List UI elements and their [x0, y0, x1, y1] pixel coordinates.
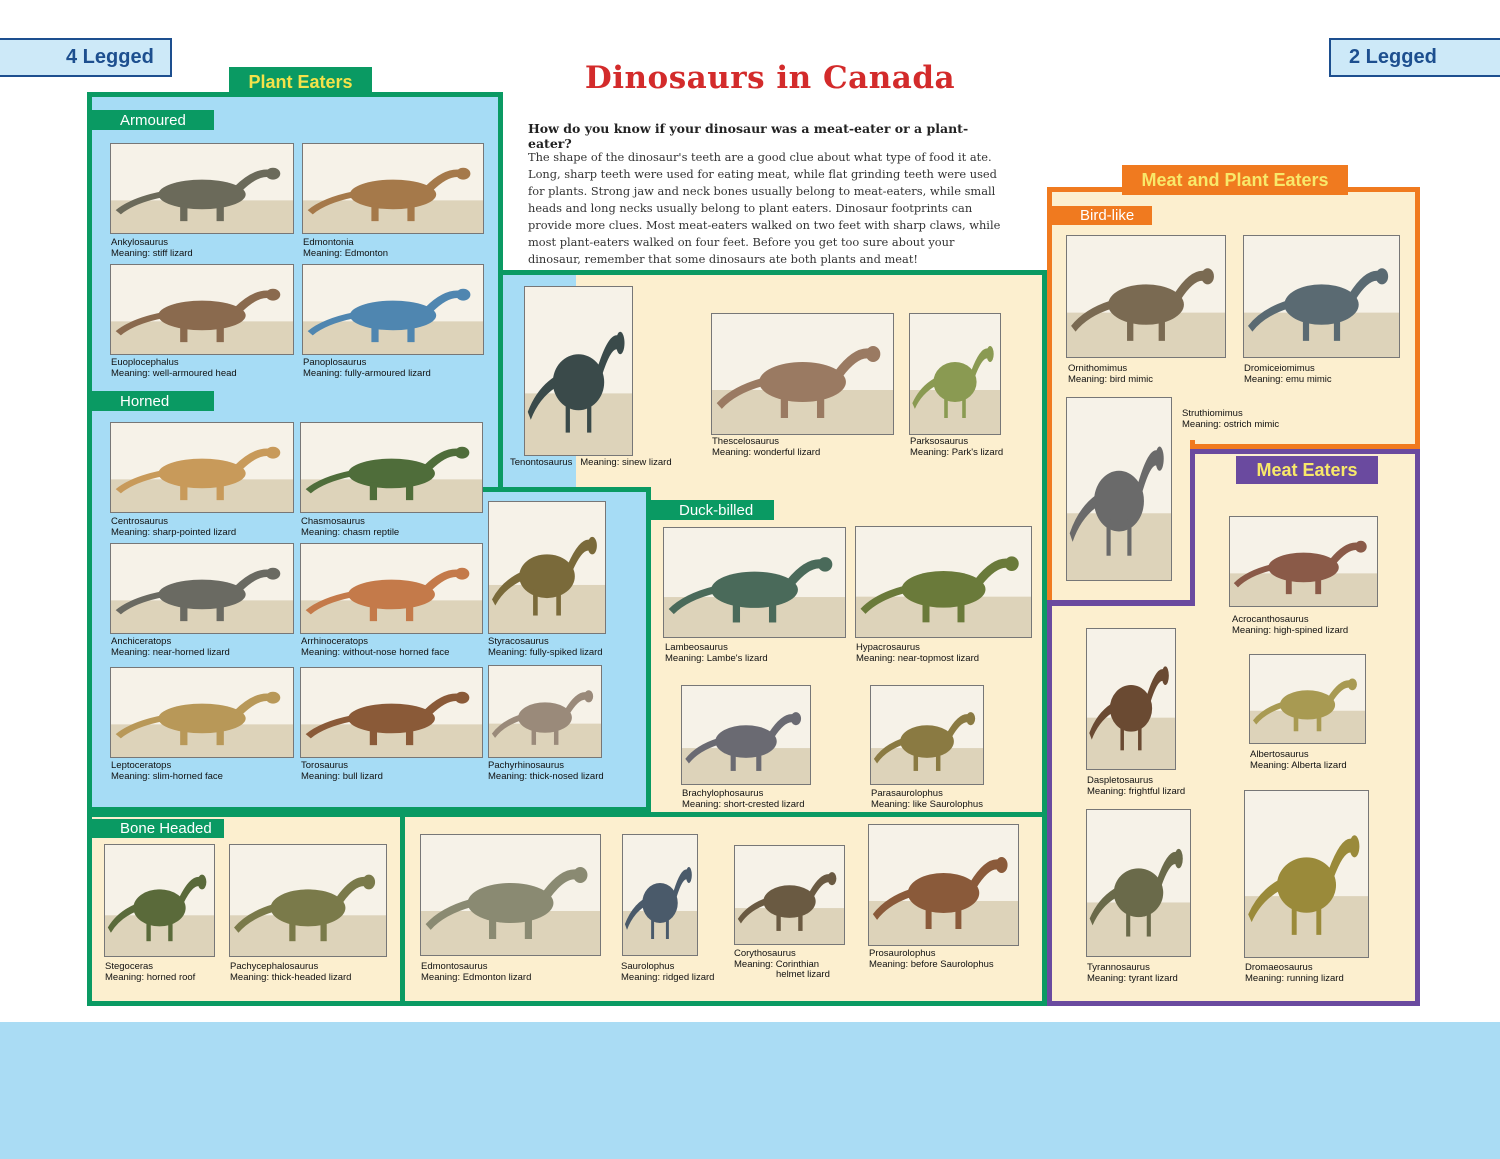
intro-question: How do you know if your dinosaur was a meat-eater or a plant-eater?: [528, 121, 969, 151]
dino-meaning: Meaning: ostrich mimic: [1182, 418, 1280, 430]
dino-meaning: Meaning: Park's lizard: [910, 446, 1004, 458]
pic-chasmosaurus: [300, 422, 483, 513]
dino-illustration: [856, 527, 1031, 637]
caption-arrhinoceratops: [301, 637, 486, 658]
dino-illustration: [869, 825, 1018, 945]
caption-anchiceratops: [111, 637, 296, 658]
pic-lambeosaurus: [663, 527, 846, 638]
dino-illustration: [682, 686, 810, 784]
dino-meaning: Meaning: running lizard: [1245, 972, 1344, 984]
pic-acrocanthosaurus: [1229, 516, 1378, 607]
dino-illustration: [111, 544, 293, 633]
dino-meaning: Meaning: thick-nosed lizard: [488, 770, 604, 782]
pic-dromiceiomimus: [1243, 235, 1400, 358]
pic-ankylosaurus: [110, 143, 294, 234]
dino-name: Torosaurus: [301, 760, 348, 771]
caption-tyrannosaurus: [1087, 963, 1237, 984]
dino-meaning: Meaning: wonderful lizard: [712, 446, 821, 458]
dino-name: Albertosaurus: [1250, 749, 1309, 760]
dino-meaning: Meaning: thick-headed lizard: [230, 971, 352, 983]
duck-billed-label: Duck-billed: [679, 501, 754, 519]
dino-illustration: [1087, 810, 1190, 956]
pic-pachyrhinosaurus: [488, 665, 602, 758]
dino-meaning: Meaning: without-nose horned face: [301, 646, 450, 658]
dino-illustration: [301, 423, 482, 512]
dino-name: Arrhinoceratops: [301, 636, 369, 647]
dino-illustration: [1087, 629, 1175, 769]
caption-albertosaurus: [1250, 750, 1400, 771]
bottom-band: [0, 1022, 1500, 1159]
dino-illustration: [871, 686, 983, 784]
dino-name: Leptoceratops: [111, 760, 172, 771]
dino-meaning: Meaning: short-crested lizard: [682, 798, 805, 810]
dino-name: Saurolophus: [621, 961, 675, 972]
pic-parksosaurus: [909, 313, 1001, 435]
dino-name: Dromiceiomimus: [1244, 363, 1315, 374]
dino-name: Parksosaurus: [910, 436, 969, 447]
page-title: Dinosaurs in Canada: [584, 60, 956, 96]
pic-anchiceratops: [110, 543, 294, 634]
dino-meaning: Meaning: Edmonton: [303, 247, 389, 259]
two-legged-label: 2 Legged: [1349, 46, 1437, 68]
dino-meaning: Meaning: near-horned lizard: [111, 646, 230, 658]
dino-meaning: Meaning: Corinthian: [734, 958, 820, 970]
dino-meaning: Meaning: well-armoured head: [111, 367, 237, 379]
caption-chasmosaurus: [301, 517, 486, 538]
dino-name: Euoplocephalus: [111, 357, 179, 368]
armoured-label: Armoured: [120, 111, 186, 129]
caption-panoplosaurus: [303, 358, 488, 379]
dino-name: Pachyrhinosaurus: [488, 760, 565, 771]
caption-pachyrhinosaurus: [488, 761, 638, 782]
dino-meaning: Meaning: chasm reptile: [301, 526, 400, 538]
caption-edmontonia: [303, 238, 488, 259]
dino-name: Ankylosaurus: [111, 237, 169, 248]
dino-meaning: Meaning: horned roof: [105, 971, 196, 983]
caption-struthiomimus: [1182, 409, 1352, 430]
dino-name: Corythosaurus: [734, 948, 796, 959]
dino-name: Stegoceras: [105, 961, 154, 972]
dino-name: Daspletosaurus: [1087, 775, 1154, 786]
pic-tenontosaurus: [524, 286, 633, 456]
pic-pachycephalosaurus: [229, 844, 387, 957]
caption-euoplocephalus: [111, 358, 296, 379]
dino-illustration: [301, 544, 482, 633]
dino-meaning: Meaning: frightful lizard: [1087, 785, 1186, 797]
dino-illustration: [1230, 517, 1377, 606]
caption-daspletosaurus: [1087, 776, 1237, 797]
dino-illustration: [105, 845, 214, 956]
dino-meaning: Meaning: Edmonton lizard: [421, 971, 532, 983]
dino-illustration: [525, 287, 632, 455]
dino-illustration: [111, 423, 293, 512]
caption-pachycephalosaurus: [230, 962, 395, 983]
dino-name: Anchiceratops: [111, 636, 172, 647]
caption-stegoceras: [105, 962, 225, 983]
dino-meaning: Meaning: tyrant lizard: [1087, 972, 1178, 984]
dino-meaning: Meaning: slim-horned face: [111, 770, 223, 782]
pic-euoplocephalus: [110, 264, 294, 355]
pic-corythosaurus: [734, 845, 845, 945]
meat-panel-join: [1052, 600, 1195, 606]
dino-meaning: Meaning: fully-armoured lizard: [303, 367, 431, 379]
bone-headed-tab: [92, 819, 224, 838]
bird-like-label: Bird-like: [1080, 207, 1135, 224]
dino-meaning-continued: helmet lizard: [776, 969, 830, 980]
pic-leptoceratops: [110, 667, 294, 758]
pic-ornithomimus: [1066, 235, 1226, 358]
dino-illustration: [1067, 398, 1171, 580]
caption-ornithomimus: [1068, 364, 1238, 385]
caption-tenontosaurus: [510, 458, 700, 469]
caption-saurolophus: [621, 962, 731, 983]
caption-lambeosaurus: [665, 643, 850, 664]
pic-parasaurolophus: [870, 685, 984, 785]
bone-headed-label: Bone Headed: [120, 820, 212, 837]
caption-brachylophosaurus: [682, 789, 867, 810]
caption-dromaeosaurus: [1245, 963, 1395, 984]
caption-leptoceratops: [111, 761, 296, 782]
dino-name: Tenontosaurus: [510, 457, 573, 468]
pic-centrosaurus: [110, 422, 294, 513]
dino-name: Styracosaurus: [488, 636, 549, 647]
pic-prosaurolophus: [868, 824, 1019, 946]
pic-edmontonia: [302, 143, 484, 234]
dino-meaning: Meaning: fully-spiked lizard: [488, 646, 603, 658]
dino-meaning: Meaning: near-topmost lizard: [856, 652, 980, 664]
dino-illustration: [111, 265, 293, 354]
dino-name: Prosaurolophus: [869, 948, 936, 959]
meat-and-plant-label: Meat and Plant Eaters: [1141, 169, 1329, 190]
dino-name: Thescelosaurus: [712, 436, 780, 447]
caption-thescelosaurus: [712, 437, 897, 458]
meat-eaters-heading: [1236, 456, 1378, 484]
duck-billed-tab: [651, 500, 774, 520]
dino-meaning: Meaning: emu mimic: [1244, 373, 1332, 385]
plant-eaters-label: Plant Eaters: [248, 71, 353, 92]
dino-name: Hypacrosaurus: [856, 642, 920, 653]
caption-edmontosaurus: [421, 962, 606, 983]
dino-name: Ornithomimus: [1068, 363, 1128, 374]
dino-illustration: [230, 845, 386, 956]
dino-illustration: [301, 668, 482, 757]
dino-meaning: Meaning: bull lizard: [301, 770, 383, 782]
pic-edmontosaurus: [420, 834, 601, 956]
dino-illustration: [664, 528, 845, 637]
pic-panoplosaurus: [302, 264, 484, 355]
four-legged-tab: [0, 38, 172, 77]
dino-meaning: Meaning: stiff lizard: [111, 247, 193, 259]
pic-daspletosaurus: [1086, 628, 1176, 770]
dino-meaning: Meaning: Alberta lizard: [1250, 759, 1347, 771]
dino-illustration: [1245, 791, 1368, 957]
dino-meaning: Meaning: like Saurolophus: [871, 798, 983, 810]
dino-name: Struthiomimus: [1182, 408, 1243, 419]
horned-tab: [92, 391, 214, 411]
dino-illustration: [1244, 236, 1399, 357]
dino-name: Tyrannosaurus: [1087, 962, 1150, 973]
dino-name: Acrocanthosaurus: [1232, 614, 1309, 625]
caption-acrocanthosaurus: [1232, 615, 1402, 636]
caption-parksosaurus: [910, 437, 1040, 458]
dino-illustration: [421, 835, 600, 955]
dino-illustration: [303, 265, 483, 354]
dino-meaning: Meaning: Lambe's lizard: [665, 652, 768, 664]
meat-eaters-label: Meat Eaters: [1256, 459, 1358, 480]
dino-meaning: Meaning: before Saurolophus: [869, 958, 994, 970]
caption-corythosaurus: [734, 949, 859, 981]
four-legged-label: 4 Legged: [66, 46, 154, 68]
dino-illustration: [910, 314, 1000, 434]
pic-thescelosaurus: [711, 313, 894, 435]
dino-meaning: Meaning: sinew lizard: [580, 457, 672, 468]
pic-torosaurus: [300, 667, 483, 758]
pic-hypacrosaurus: [855, 526, 1032, 638]
pic-styracosaurus: [488, 501, 606, 634]
caption-dromiceiomimus: [1244, 364, 1404, 385]
bird-like-tab: [1052, 206, 1152, 225]
dino-illustration: [623, 835, 697, 955]
dino-name: Edmontonia: [303, 237, 354, 248]
pic-brachylophosaurus: [681, 685, 811, 785]
dino-name: Edmontosaurus: [421, 961, 488, 972]
meat-and-plant-heading: [1122, 165, 1348, 195]
dino-name: Parasaurolophus: [871, 788, 943, 799]
dino-name: Panoplosaurus: [303, 357, 367, 368]
pic-stegoceras: [104, 844, 215, 957]
pic-struthiomimus: [1066, 397, 1172, 581]
caption-parasaurolophus: [871, 789, 1041, 810]
caption-prosaurolophus: [869, 949, 1044, 970]
armoured-tab: [92, 110, 214, 130]
dino-meaning: Meaning: bird mimic: [1068, 373, 1153, 385]
dino-illustration: [735, 846, 844, 944]
dino-name: Centrosaurus: [111, 516, 169, 527]
dino-name: Chasmosaurus: [301, 516, 365, 527]
dino-name: Dromaeosaurus: [1245, 962, 1313, 973]
pic-dromaeosaurus: [1244, 790, 1369, 958]
caption-torosaurus: [301, 761, 486, 782]
dino-name: Lambeosaurus: [665, 642, 728, 653]
pic-albertosaurus: [1249, 654, 1366, 744]
pic-arrhinoceratops: [300, 543, 483, 634]
dino-illustration: [111, 668, 293, 757]
dino-meaning: Meaning: high-spined lizard: [1232, 624, 1349, 636]
caption-ankylosaurus: [111, 238, 296, 259]
dino-illustration: [303, 144, 483, 233]
pic-saurolophus: [622, 834, 698, 956]
dino-meaning: Meaning: ridged lizard: [621, 971, 715, 983]
dino-illustration: [111, 144, 293, 233]
horned-label: Horned: [120, 392, 170, 410]
dino-name: Pachycephalosaurus: [230, 961, 319, 972]
dino-illustration: [1250, 655, 1365, 743]
two-legged-tab: [1329, 38, 1500, 77]
pic-tyrannosaurus: [1086, 809, 1191, 957]
caption-centrosaurus: [111, 517, 296, 538]
dino-illustration: [1067, 236, 1225, 357]
caption-styracosaurus: [488, 637, 638, 658]
intro-paragraph: The shape of the dinosaur's teeth are a good clue about what type of food it ate. Long, sharp teeth were used for eating meat, while flat grinding teeth were used for plants. Strong jaw and neck bones usually belong to meat-eaters, while small heads and long necks usually belong to plant eaters. Dinosaur footprints can provide more clues. Most meat-eaters walked on two feet with sharp claws, while most plant-eaters walked on four feet. Before you get too sure about your dinosaur, remember that some dinosaurs ate both plants and meat!: [528, 150, 1001, 266]
dino-illustration: [712, 314, 893, 434]
dino-name: Brachylophosaurus: [682, 788, 764, 799]
dino-illustration: [489, 666, 601, 757]
dino-illustration: [489, 502, 605, 633]
caption-hypacrosaurus: [856, 643, 1041, 664]
dino-meaning: Meaning: sharp-pointed lizard: [111, 526, 237, 538]
